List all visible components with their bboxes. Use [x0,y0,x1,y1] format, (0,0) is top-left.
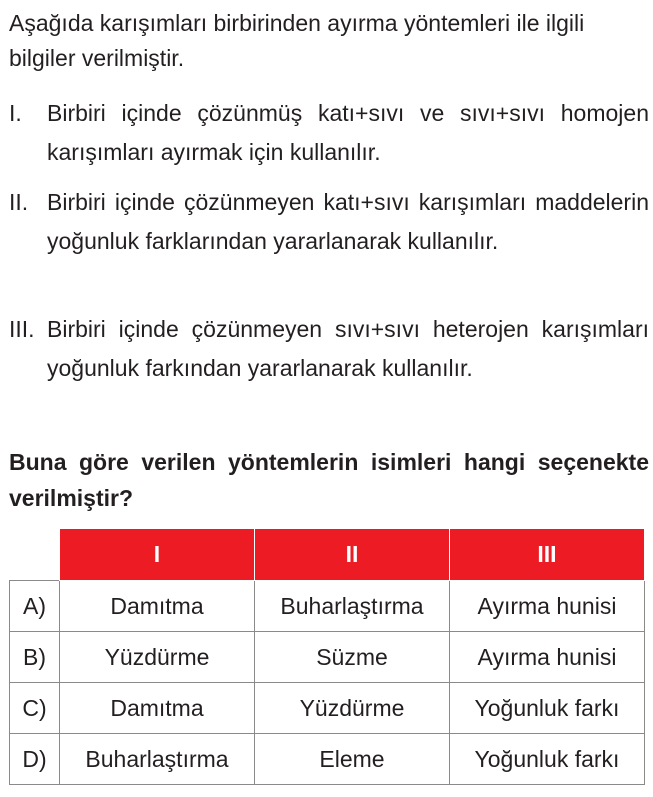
statement-3 [9,310,649,387]
answer-table [9,528,645,785]
column-header-1: I [60,529,255,581]
option-row-d[interactable] [10,734,645,785]
option-cell: Yüzdürme [255,683,450,734]
question-text: Buna göre verilen yöntemlerin isimleri hangi seçenekte verilmiştir? [9,449,649,511]
option-row-a[interactable] [10,581,645,632]
column-header-3: III [450,529,645,581]
statement-number: I. [9,100,22,126]
option-row-c[interactable] [10,683,645,734]
option-cell: Damıtma [60,683,255,734]
statement-number: III. [9,316,35,342]
option-cell: Yoğunluk farkı [450,734,645,785]
option-cell: Süzme [255,632,450,683]
statement-text: Birbiri içinde çözünmüş katı+sıvı ve sıvı+sıvı homojen karışımları ayırmak için kullanılır. [47,100,649,165]
option-cell: Ayırma hunisi [450,581,645,632]
statement-number: II. [9,189,29,215]
option-cell: Yüzdürme [60,632,255,683]
intro-text: Aşağıda karışımları birbirinden ayırma yöntemleri ile ilgili bilgiler verilmiştir. [9,10,585,71]
option-row-b[interactable] [10,632,645,683]
statement-text: Birbiri içinde çözünmeyen katı+sıvı karışımları maddelerin yoğunluk farklarından yararlanarak kullanılır. [47,189,649,254]
statement-2 [9,183,649,260]
header-corner [10,529,60,581]
table-header-row [10,529,645,581]
option-cell: Damıtma [60,581,255,632]
option-cell: Eleme [255,734,450,785]
option-letter[interactable]: B) [10,632,60,683]
option-letter[interactable]: D) [10,734,60,785]
column-header-2: II [255,529,450,581]
statement-1 [9,94,649,171]
option-cell: Ayırma hunisi [450,632,645,683]
option-cell: Yoğunluk farkı [450,683,645,734]
statement-text: Birbiri içinde çözünmeyen sıvı+sıvı heterojen karışımları yoğunluk farkından yararlanarak kullanılır. [47,316,649,381]
option-letter[interactable]: A) [10,581,60,632]
option-letter[interactable]: C) [10,683,60,734]
option-cell: Buharlaştırma [60,734,255,785]
option-cell: Buharlaştırma [255,581,450,632]
